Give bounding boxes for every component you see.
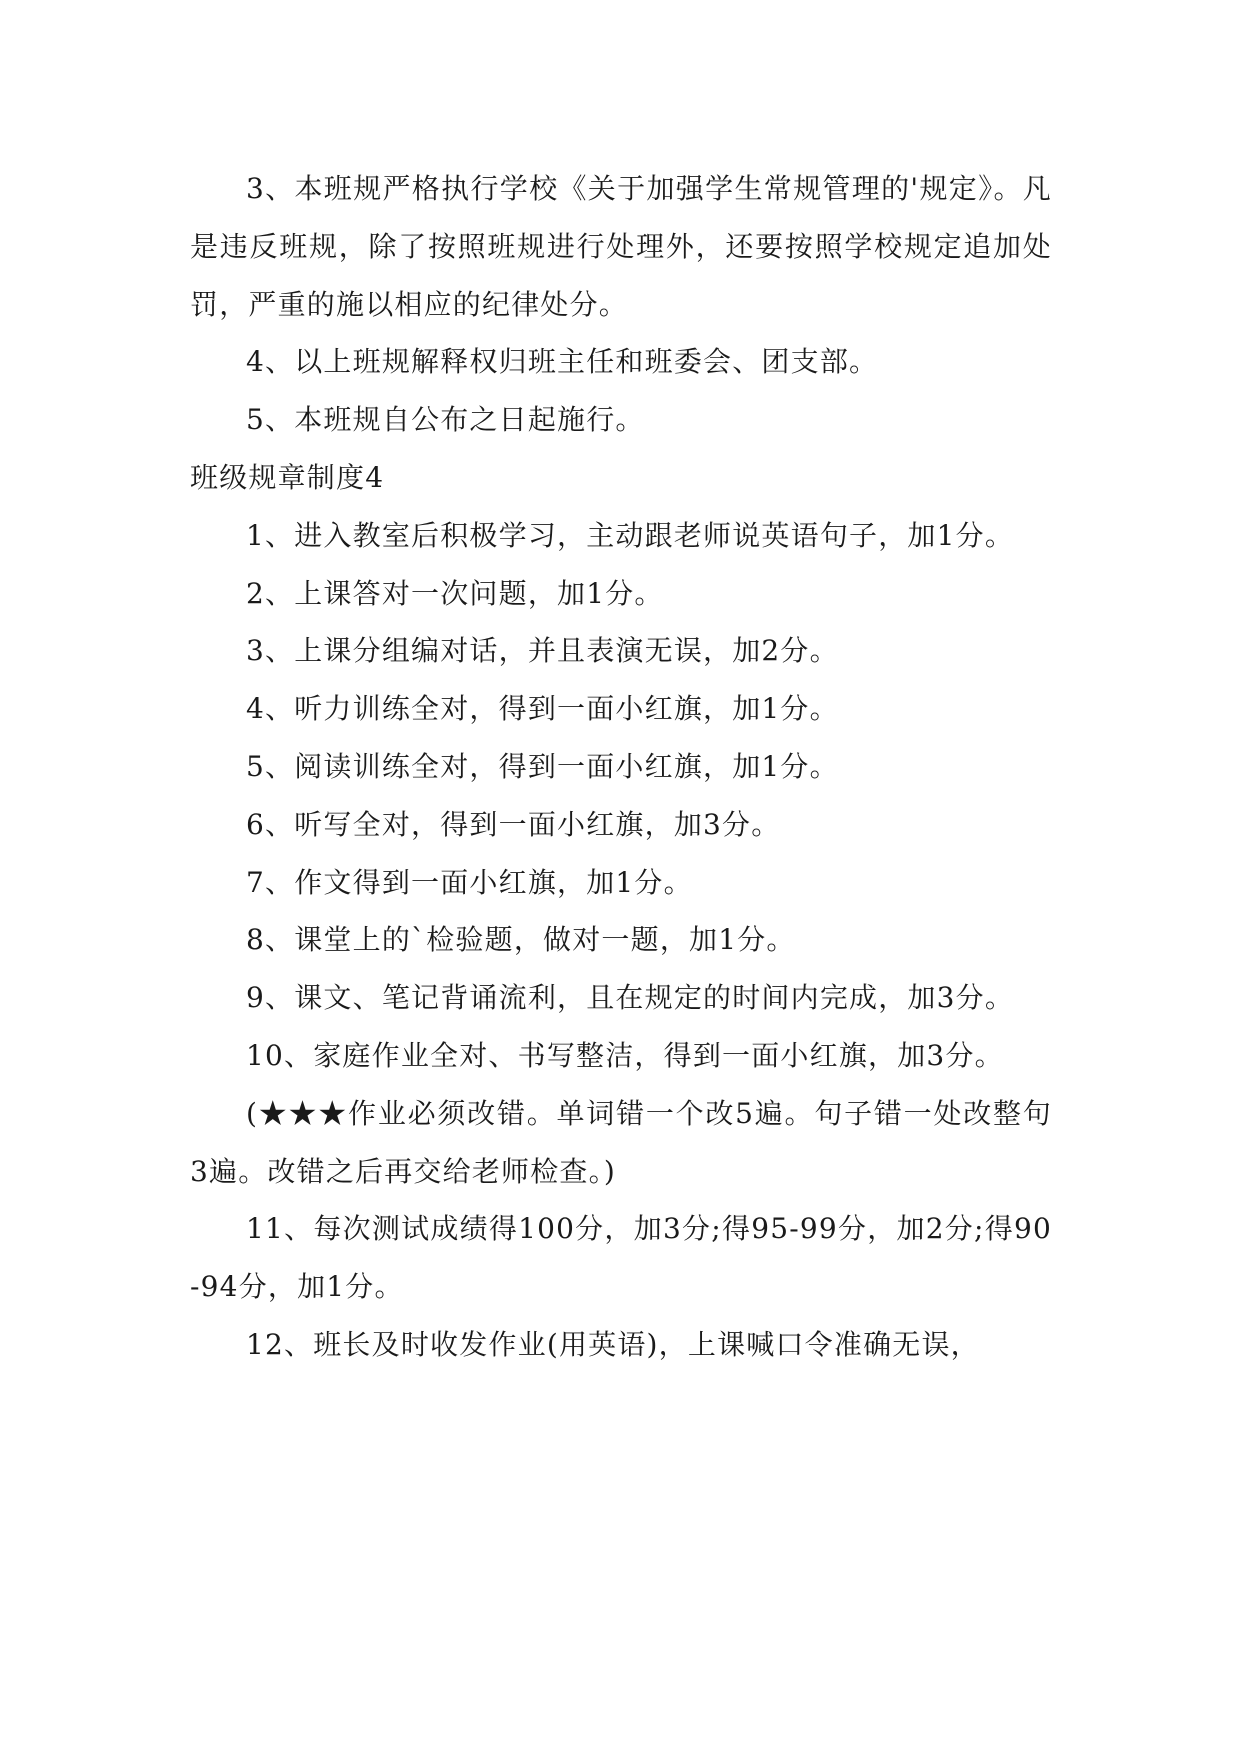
rule-paragraph: 9、课文、笔记背诵流利，且在规定的时间内完成，加3分。 <box>246 981 1015 1015</box>
rule-paragraph: 3、本班规严格执行学校《关于加强学生常规管理的'规定》。凡是违反班规，除了按照班规进行处理外，还要按照学校规定追加处罚，严重的施以相应的纪律处分。 <box>190 172 1052 321</box>
rule-paragraph: 3、上课分组编对话，并且表演无误，加2分。 <box>246 634 839 668</box>
rule-paragraph: 5、本班规自公布之日起施行。 <box>246 403 645 437</box>
rule-paragraph: 5、阅读训练全对，得到一面小红旗，加1分。 <box>246 749 839 783</box>
rule-paragraph: 2、上课答对一次问题，加1分。 <box>246 576 664 610</box>
rule-paragraph: 4、听力训练全对，得到一面小红旗，加1分。 <box>246 692 839 726</box>
document-body <box>190 160 1052 1374</box>
rule-paragraph: 8、课堂上的`检验题，做对一题，加1分。 <box>246 923 796 957</box>
rule-paragraph: 10、家庭作业全对、书写整洁，得到一面小红旗，加3分。 <box>246 1038 1004 1072</box>
rule-paragraph: 7、作文得到一面小红旗，加1分。 <box>246 865 693 899</box>
note-paragraph: (★★★作业必须改错。单词错一个改5遍。句子错一处改整句3遍。改错之后再交给老师检查。) <box>190 1096 1052 1188</box>
section-heading: 班级规章制度4 <box>190 460 385 494</box>
rule-paragraph: 12、班长及时收发作业(用英语)，上课喊口令准确无误， <box>246 1327 980 1361</box>
rule-paragraph: 11、每次测试成绩得100分，加3分;得95-99分，加2分;得90-94分，加1分。 <box>190 1212 1052 1304</box>
rule-paragraph: 6、听写全对，得到一面小红旗，加3分。 <box>246 807 781 841</box>
rule-paragraph: 1、进入教室后积极学习，主动跟老师说英语句子，加1分。 <box>246 518 1015 552</box>
rule-paragraph: 4、以上班规解释权归班主任和班委会、团支部。 <box>246 345 879 379</box>
